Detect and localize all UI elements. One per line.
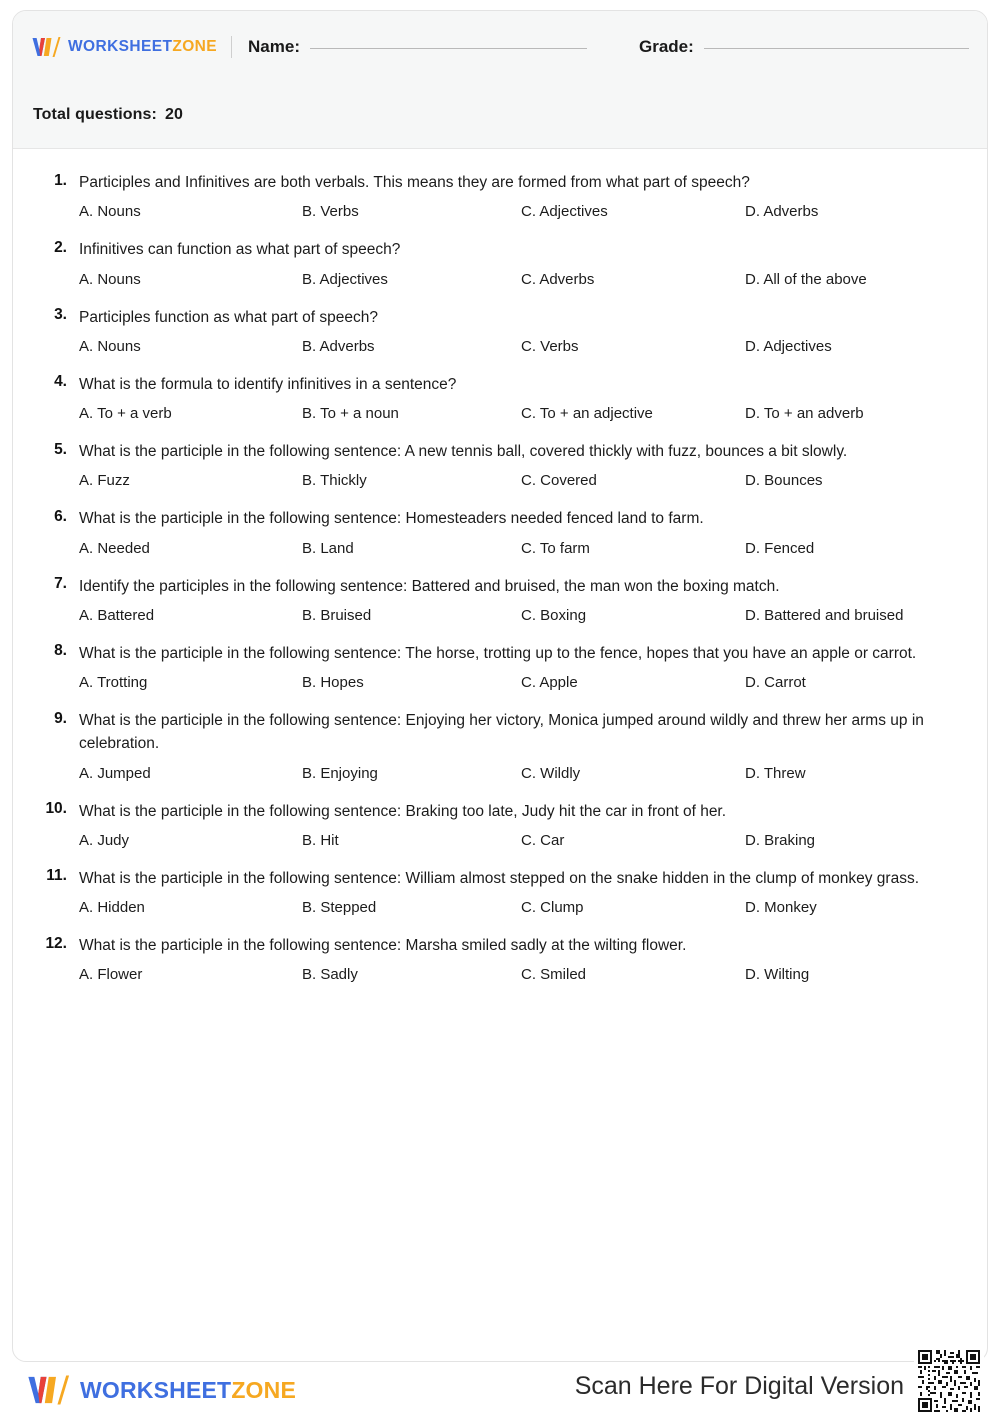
question-head: [31, 171, 969, 194]
question-item: [31, 867, 969, 918]
question-option[interactable]: C. Boxing: [521, 606, 587, 624]
question-options: [31, 336, 969, 357]
student-info-row: [31, 31, 969, 63]
question-option[interactable]: A. Needed: [79, 539, 150, 557]
question-head: [31, 642, 969, 665]
question-option[interactable]: A. Hidden: [79, 899, 145, 916]
question-option[interactable]: A. Judy: [79, 831, 130, 849]
grade-input-rule[interactable]: [704, 48, 969, 49]
question-option[interactable]: D. Battered and bruised: [745, 606, 904, 624]
question-head: [31, 867, 969, 890]
question-option[interactable]: C. Apple: [521, 674, 578, 691]
question-number: 2.: [54, 238, 67, 256]
question-item: [31, 373, 969, 424]
question-text: What is the participle in the following sentence: Braking too late, Judy hit the car in front of her.: [79, 802, 727, 820]
question-item: [31, 800, 969, 851]
question-option[interactable]: B. Hopes: [302, 674, 364, 691]
question-head: [31, 800, 969, 823]
question-option[interactable]: D. Adjectives: [745, 337, 832, 355]
question-item: [31, 238, 969, 289]
question-option[interactable]: B. To + a noun: [302, 405, 399, 422]
question-options: [31, 964, 969, 985]
question-option[interactable]: A. Fuzz: [79, 472, 130, 490]
question-options: [31, 897, 969, 918]
brand-logo-text: [68, 39, 217, 55]
question-option[interactable]: D. Adverbs: [745, 203, 819, 221]
worksheet-footer: [12, 1368, 988, 1412]
total-questions-label: Total questions:: [33, 106, 157, 123]
grade-field[interactable]: [639, 37, 969, 57]
question-options: [31, 470, 969, 491]
question-option[interactable]: B. Thickly: [302, 472, 367, 490]
question-option[interactable]: B. Adverbs: [302, 337, 375, 355]
question-text: What is the participle in the following sentence: A new tennis ball, covered thickly with fuzz, bounces a bit slowly.: [79, 443, 848, 460]
question-option[interactable]: C. Adjectives: [521, 203, 608, 221]
question-options: [31, 201, 969, 222]
question-number: 5.: [54, 440, 67, 458]
question-option[interactable]: A. Jumped: [79, 764, 151, 782]
question-text: Participles function as what part of speech?: [79, 308, 378, 326]
question-option[interactable]: D. Wilting: [745, 966, 810, 984]
question-options: [31, 830, 969, 851]
question-head: [31, 306, 969, 329]
question-option[interactable]: B. Stepped: [302, 899, 377, 916]
question-option[interactable]: D. Fenced: [745, 539, 815, 557]
question-option[interactable]: B. Verbs: [302, 203, 359, 221]
footer-brand-part1: WORKSHEET: [80, 1376, 232, 1403]
grade-label: Grade:: [639, 37, 694, 56]
question-option[interactable]: C. Smiled: [521, 966, 587, 984]
question-number: 12.: [45, 934, 67, 952]
question-number: 6.: [54, 507, 67, 525]
question-option[interactable]: C. To farm: [521, 539, 590, 557]
question-option[interactable]: C. Clump: [521, 899, 584, 916]
question-item: [31, 440, 969, 491]
question-item: [31, 709, 969, 784]
footer-brand-part2: ZONE: [231, 1376, 297, 1403]
question-option[interactable]: B. Adjectives: [302, 270, 388, 288]
question-option[interactable]: D. Threw: [745, 764, 806, 782]
worksheet-zone-logo-icon: [31, 36, 61, 58]
question-option[interactable]: C. Adverbs: [521, 270, 595, 288]
question-item: [31, 934, 969, 985]
question-option[interactable]: D. Braking: [745, 831, 816, 849]
question-option[interactable]: C. Verbs: [521, 337, 579, 355]
total-questions-count: 20: [164, 106, 183, 123]
question-number: 7.: [54, 575, 67, 592]
question-options: [31, 672, 969, 693]
name-label: Name:: [248, 37, 300, 56]
question-option[interactable]: B. Bruised: [302, 606, 372, 624]
question-option[interactable]: C. Wildly: [521, 764, 581, 782]
question-option[interactable]: A. Nouns: [79, 203, 141, 221]
question-item: [31, 171, 969, 222]
total-questions-row: [33, 106, 183, 124]
question-option[interactable]: A. Flower: [79, 966, 143, 984]
question-item: [31, 306, 969, 357]
question-option[interactable]: B. Land: [302, 539, 354, 557]
brand-logo-footer: [26, 1374, 296, 1406]
question-option[interactable]: C. To + an adjective: [521, 405, 653, 422]
worksheet-card: [12, 10, 988, 1362]
question-text: Infinitives can function as what part of speech?: [79, 241, 401, 259]
question-options: [31, 403, 969, 424]
header-divider: [231, 36, 232, 58]
question-text: What is the participle in the following sentence: Enjoying her victory, Monica jumped around wildly and threw her arms up in celebration.: [79, 712, 924, 753]
question-option[interactable]: A. Nouns: [79, 270, 141, 288]
question-number: 1.: [54, 171, 67, 189]
question-head: [31, 440, 969, 463]
question-options: [31, 605, 969, 626]
question-option[interactable]: A. Battered: [79, 606, 155, 624]
name-input-rule[interactable]: [310, 48, 587, 49]
question-item: [31, 575, 969, 626]
question-number: 4.: [54, 373, 67, 391]
question-head: [31, 575, 969, 598]
question-text: What is the participle in the following sentence: The horse, trotting up to the fence, hopes that you have an apple or carrot.: [79, 644, 917, 662]
question-options: [31, 763, 969, 784]
question-option[interactable]: C. Car: [521, 831, 565, 849]
question-item: [31, 507, 969, 558]
brand-name-part1: WORKSHEET: [68, 38, 173, 56]
question-option[interactable]: D. Carrot: [745, 674, 806, 691]
question-option[interactable]: D. To + an adverb: [745, 405, 864, 422]
question-text: Identify the participles in the following sentence: Battered and bruised, the man won the boxing match.: [79, 577, 780, 595]
brand-name-part2: ZONE: [172, 38, 218, 56]
brand-logo-header: [31, 36, 217, 58]
worksheet-zone-logo-icon-footer: [26, 1374, 70, 1406]
question-option[interactable]: D. Monkey: [745, 899, 817, 916]
worksheet-header: [13, 11, 987, 149]
question-text: What is the participle in the following sentence: Marsha smiled sadly at the wilting flower.: [79, 937, 687, 954]
question-option[interactable]: A. Nouns: [79, 337, 141, 355]
question-option[interactable]: D. Bounces: [745, 472, 823, 490]
question-number: 8.: [54, 642, 67, 660]
name-field[interactable]: [248, 37, 587, 57]
question-head: [31, 507, 969, 530]
scan-prompt-text: Scan Here For Digital Version: [574, 1372, 904, 1400]
question-head: [31, 238, 969, 261]
question-head: [31, 709, 969, 756]
footer-brand-text: [80, 1376, 297, 1403]
question-text: Participles and Infinitives are both verbals. This means they are formed from what part of speech?: [79, 174, 750, 191]
question-number: 9.: [54, 709, 67, 727]
question-option[interactable]: A. To + a verb: [79, 405, 172, 422]
questions-list: [13, 149, 987, 985]
question-number: 3.: [54, 306, 67, 323]
question-head: [31, 373, 969, 396]
question-option[interactable]: D. All of the above: [745, 270, 867, 288]
question-option[interactable]: B. Hit: [302, 831, 339, 849]
question-option[interactable]: C. Covered: [521, 472, 597, 490]
question-option[interactable]: B. Sadly: [302, 966, 358, 984]
question-text: What is the participle in the following sentence: Homesteaders needed fenced land to farm.: [79, 510, 704, 528]
question-options: [31, 269, 969, 290]
qr-code-icon[interactable]: [914, 1346, 984, 1416]
question-text: What is the formula to identify infinitives in a sentence?: [79, 375, 457, 393]
question-text: What is the participle in the following sentence: William almost stepped on the snake hidden in the clump of monkey grass.: [79, 869, 920, 887]
question-number: 10.: [45, 800, 67, 817]
question-number: 11.: [46, 867, 67, 885]
question-item: [31, 642, 969, 693]
question-head: [31, 934, 969, 957]
question-options: [31, 538, 969, 559]
question-option[interactable]: A. Trotting: [79, 674, 148, 691]
question-option[interactable]: B. Enjoying: [302, 764, 378, 782]
